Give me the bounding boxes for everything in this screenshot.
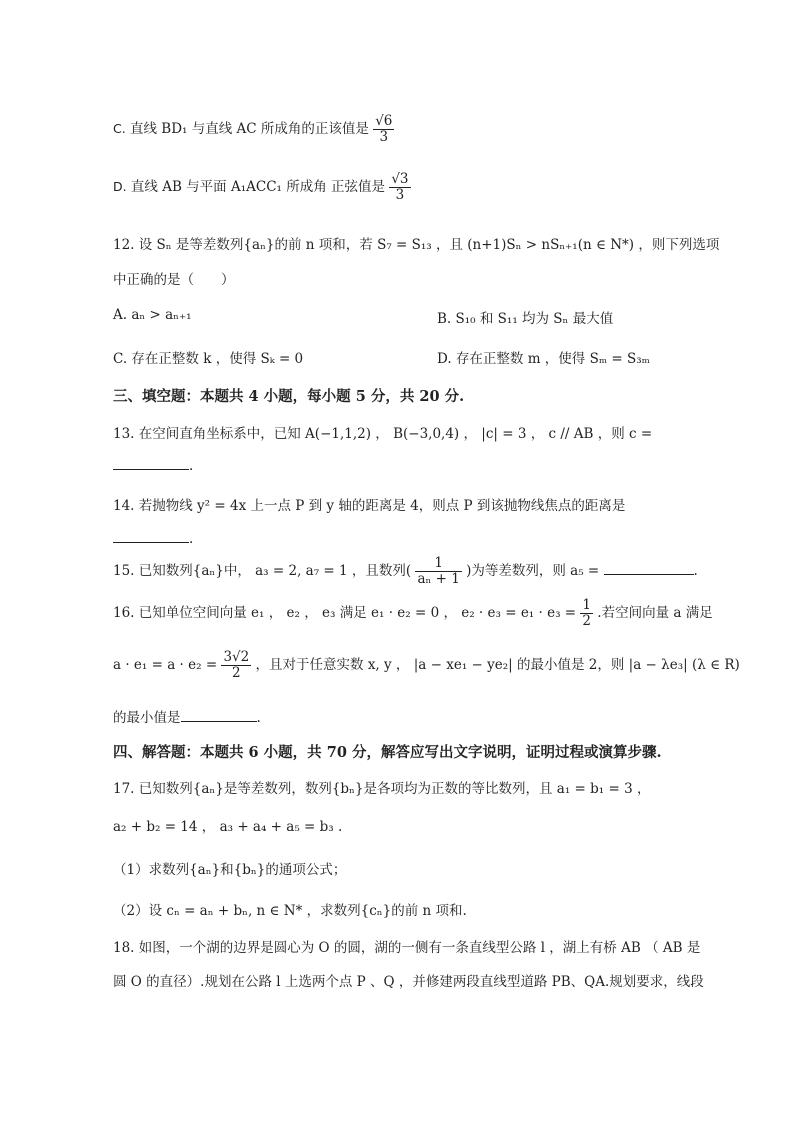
q16-line2-denominator: 2 bbox=[232, 664, 241, 681]
q12-stem-line2: 中正确的是（ ） bbox=[113, 272, 235, 288]
q16-answer-blank[interactable] bbox=[181, 707, 257, 722]
q16-line1 bbox=[113, 598, 713, 629]
q11-option-c-fraction bbox=[373, 114, 394, 145]
q11-option-d-denominator: 3 bbox=[395, 186, 405, 203]
q17-part2: （2）设 cₙ = aₙ + bₙ, n ∈ N* ，求数列{cₙ}的前 n 项和. bbox=[113, 903, 467, 919]
q11-option-c bbox=[113, 114, 394, 145]
q14-text: 14. 若抛物线 y² = 4x 上一点 P 到 y 轴的距离是 4，则点 P 到该抛物线焦点的距离是 bbox=[113, 498, 626, 514]
q15-fraction-denominator: aₙ + 1 bbox=[417, 570, 460, 587]
q11-option-c-text: 直线 BD₁ 与直线 AC 所成角的正该值是 bbox=[130, 120, 369, 137]
q16-line3 bbox=[113, 706, 261, 726]
q16-line3-text: 的最小值是 bbox=[113, 710, 181, 726]
q11-option-d-text: 直线 AB 与平面 A₁ACC₁ 所成角 正弦值是 bbox=[130, 178, 386, 195]
q14-answer-line bbox=[113, 528, 193, 547]
q15-fraction bbox=[415, 556, 461, 587]
q16-line1-numerator: 1 bbox=[582, 597, 591, 613]
q12-option-d: D. 存在正整数 m ，使得 Sₘ = S₃ₘ bbox=[437, 351, 650, 367]
q16-line2-suffix: ，且对于任意实数 x, y ， |a − xe₁ − ye₂| 的最小值是 2，则 |a − λe₃| (λ ∈ R) bbox=[255, 656, 740, 673]
q11-option-d bbox=[113, 172, 411, 203]
q13-answer-blank[interactable] bbox=[113, 455, 189, 470]
q11-option-c-numerator: √6 bbox=[375, 113, 393, 129]
q16-line1-fraction bbox=[580, 598, 593, 629]
q11-option-d-fraction bbox=[389, 172, 410, 203]
q16-line1-denominator: 2 bbox=[582, 612, 591, 629]
section3-heading: 三、填空题：本题共 4 小题，每小题 5 分，共 20 分. bbox=[113, 388, 465, 405]
q17-line1: 17. 已知数列{aₙ}是等差数列，数列{bₙ}是各项均为正数的等比数列，且 a₁ = b₁ = 3 ， bbox=[113, 781, 651, 797]
q17-part1: （1）求数列{aₙ}和{bₙ}的通项公式； bbox=[113, 862, 347, 878]
q16-line2 bbox=[113, 650, 740, 681]
section4-heading: 四、解答题：本题共 6 小题，共 70 分，解答应写出文字说明，证明过程或演算步骤. bbox=[113, 744, 662, 761]
q15-line bbox=[113, 556, 698, 587]
q14-answer-blank[interactable] bbox=[113, 528, 189, 543]
q11-option-d-numerator: √3 bbox=[391, 171, 409, 187]
q18-line2: 圆 O 的直径）.规划在公路 l 上选两个点 P 、Q ，并修建两段直线型道路 PB、QA.规划要求，线段 bbox=[113, 974, 704, 990]
q16-line2-fraction bbox=[221, 650, 251, 681]
q16-line1-suffix: .若空间向量 a 满足 bbox=[597, 604, 713, 621]
q14-tail: . bbox=[189, 531, 194, 547]
q11-option-c-denominator: 3 bbox=[379, 128, 389, 145]
q15-suffix: )为等差数列，则 a₅ = bbox=[466, 562, 600, 579]
q12-stem-line1: 12. 设 Sₙ 是等差数列{aₙ}的前 n 项和，若 S₇ = S₁₃ ，且 (n+1)Sₙ > nSₙ₊₁(n ∈ N*) ，则下列选项 bbox=[113, 237, 720, 253]
q16-line2-numerator: 3√2 bbox=[223, 649, 250, 665]
q13-answer-line bbox=[113, 455, 193, 474]
q13-tail: . bbox=[189, 458, 194, 474]
q12-option-a: A. aₙ > aₙ₊₁ bbox=[113, 307, 192, 323]
q11-option-d-prefix: D. bbox=[113, 178, 127, 194]
q15-fraction-numerator: 1 bbox=[415, 556, 461, 572]
q13-text: 13. 在空间直角坐标系中，已知 A(−1,1,2) ， B(−3,0,4) ， |c| = 3 ， c // AB ，则 c = bbox=[113, 426, 653, 442]
q15-prefix: 15. 已知数列{aₙ}中， a₃ = 2, a₇ = 1 ，且数列( bbox=[113, 562, 412, 579]
q16-line2-prefix: a · e₁ = a · e₂ = bbox=[113, 656, 218, 673]
q15-answer-blank[interactable] bbox=[604, 560, 694, 575]
q15-tail: . bbox=[693, 562, 698, 579]
q12-option-b: B. S₁₀ 和 S₁₁ 均为 Sₙ 最大值 bbox=[437, 311, 614, 327]
q11-option-c-prefix: C. bbox=[113, 120, 126, 136]
q17-line2: a₂ + b₂ = 14 ， a₃ + a₄ + a₅ = b₃ . bbox=[113, 819, 343, 835]
q18-line1: 18. 如图，一个湖的边界是圆心为 O 的圆，湖的一侧有一条直线型公路 l ，湖上有桥 AB （ AB 是 bbox=[113, 940, 701, 956]
q12-option-c: C. 存在正整数 k ，使得 Sₖ = 0 bbox=[113, 351, 304, 367]
q16-line1-prefix: 16. 已知单位空间向量 e₁ ， e₂ ， e₃ 满足 e₁ · e₂ = 0 ， e₂ · e₃ = e₁ · e₃ = bbox=[113, 604, 577, 621]
q16-tail: . bbox=[256, 710, 261, 726]
